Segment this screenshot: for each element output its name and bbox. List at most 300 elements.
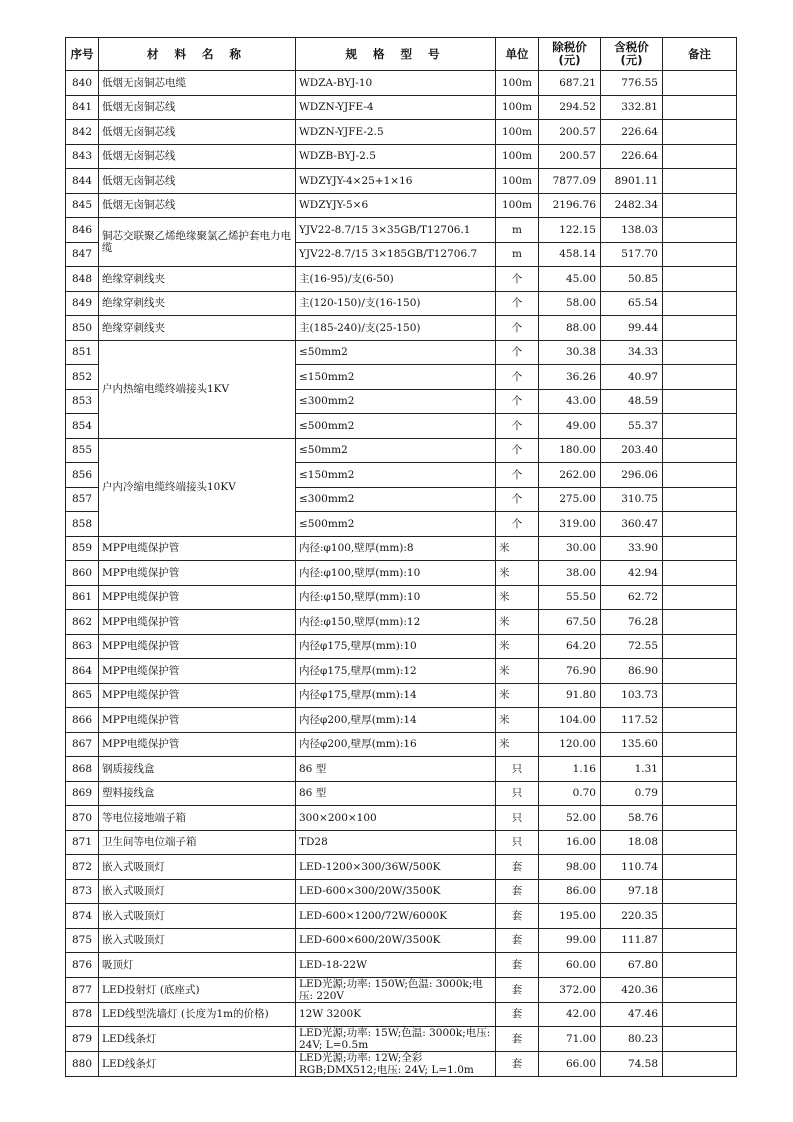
row-remark — [663, 365, 737, 390]
table-row — [66, 169, 737, 194]
table-row — [66, 316, 737, 341]
row-unit: 套 — [496, 977, 539, 1002]
table-row — [66, 855, 737, 880]
row-spec: 主(16-95)/支(6-50) — [296, 267, 496, 292]
row-remark — [663, 806, 737, 831]
row-remark — [663, 683, 737, 708]
row-remark — [663, 536, 737, 561]
row-remark — [663, 610, 737, 635]
row-name: 绝缘穿刺线夹 — [99, 267, 296, 292]
row-price-ex-tax: 372.00 — [539, 977, 601, 1002]
row-name: 钢质接线盒 — [99, 757, 296, 782]
row-price-inc-tax: 99.44 — [601, 316, 663, 341]
table-header — [66, 38, 737, 71]
row-remark — [663, 169, 737, 194]
row-spec: LED-18-22W — [296, 953, 496, 978]
row-price-ex-tax: 45.00 — [539, 267, 601, 292]
table-row — [66, 659, 737, 684]
price-table — [65, 37, 737, 1077]
row-remark — [663, 120, 737, 145]
row-no: 849 — [66, 291, 99, 316]
table-row — [66, 781, 737, 806]
table-row — [66, 1052, 737, 1077]
row-price-ex-tax: 52.00 — [539, 806, 601, 831]
row-no: 880 — [66, 1052, 99, 1077]
row-spec: 内径φ200,壁厚(mm):16 — [296, 732, 496, 757]
row-remark — [663, 463, 737, 488]
row-spec: 主(185-240)/支(25-150) — [296, 316, 496, 341]
row-spec: LED光源;功率: 150W;色温: 3000k;电压: 220V — [296, 977, 496, 1002]
row-price-inc-tax: 226.64 — [601, 120, 663, 145]
row-name: 吸顶灯 — [99, 953, 296, 978]
row-spec: 内径φ175,壁厚(mm):10 — [296, 634, 496, 659]
row-unit: 米 — [496, 585, 539, 610]
row-price-inc-tax: 117.52 — [601, 708, 663, 733]
row-no: 868 — [66, 757, 99, 782]
header-remark: 备注 — [663, 38, 737, 71]
row-price-ex-tax: 294.52 — [539, 95, 601, 120]
row-price-ex-tax: 7877.09 — [539, 169, 601, 194]
row-no: 843 — [66, 144, 99, 169]
row-unit: m — [496, 218, 539, 243]
row-price-ex-tax: 64.20 — [539, 634, 601, 659]
row-no: 852 — [66, 365, 99, 390]
row-name: 嵌入式吸顶灯 — [99, 879, 296, 904]
header-no: 序号 — [66, 38, 99, 71]
row-spec: WDZN-YJFE-4 — [296, 95, 496, 120]
row-remark — [663, 218, 737, 243]
row-unit: 个 — [496, 291, 539, 316]
row-price-inc-tax: 50.85 — [601, 267, 663, 292]
row-no: 853 — [66, 389, 99, 414]
row-no: 866 — [66, 708, 99, 733]
table-row — [66, 708, 737, 733]
row-spec: WDZYJY-5×6 — [296, 193, 496, 218]
row-price-inc-tax: 776.55 — [601, 71, 663, 96]
row-spec: LED-600×300/20W/3500K — [296, 879, 496, 904]
row-no: 841 — [66, 95, 99, 120]
row-price-ex-tax: 43.00 — [539, 389, 601, 414]
row-remark — [663, 438, 737, 463]
row-spec: 300×200×100 — [296, 806, 496, 831]
row-unit: 米 — [496, 536, 539, 561]
row-name: MPP电缆保护管 — [99, 683, 296, 708]
row-unit: 个 — [496, 463, 539, 488]
row-price-inc-tax: 18.08 — [601, 830, 663, 855]
row-spec: 86 型 — [296, 781, 496, 806]
row-remark — [663, 585, 737, 610]
table-row — [66, 953, 737, 978]
table-row — [66, 904, 737, 929]
row-no: 863 — [66, 634, 99, 659]
row-remark — [663, 830, 737, 855]
row-unit: 米 — [496, 659, 539, 684]
row-price-inc-tax: 517.70 — [601, 242, 663, 267]
header-unit: 单位 — [496, 38, 539, 71]
row-spec: ≤50mm2 — [296, 340, 496, 365]
row-price-ex-tax: 122.15 — [539, 218, 601, 243]
row-spec: 内径φ175,壁厚(mm):14 — [296, 683, 496, 708]
row-name: MPP电缆保护管 — [99, 610, 296, 635]
row-no: 864 — [66, 659, 99, 684]
row-name: 低烟无卤铜芯线 — [99, 169, 296, 194]
row-spec: WDZB-BYJ-2.5 — [296, 144, 496, 169]
row-name: 嵌入式吸顶灯 — [99, 855, 296, 880]
row-spec: WDZA-BYJ-10 — [296, 71, 496, 96]
row-price-inc-tax: 220.35 — [601, 904, 663, 929]
row-name: 嵌入式吸顶灯 — [99, 928, 296, 953]
row-no: 845 — [66, 193, 99, 218]
row-no: 846 — [66, 218, 99, 243]
row-remark — [663, 1002, 737, 1027]
row-spec: ≤150mm2 — [296, 365, 496, 390]
row-price-inc-tax: 138.03 — [601, 218, 663, 243]
row-price-ex-tax: 16.00 — [539, 830, 601, 855]
row-no: 848 — [66, 267, 99, 292]
row-unit: 套 — [496, 904, 539, 929]
table-row — [66, 879, 737, 904]
row-remark — [663, 855, 737, 880]
row-spec: ≤150mm2 — [296, 463, 496, 488]
table-row — [66, 610, 737, 635]
row-remark — [663, 291, 737, 316]
row-remark — [663, 95, 737, 120]
row-unit: 100m — [496, 120, 539, 145]
row-price-ex-tax: 0.70 — [539, 781, 601, 806]
row-unit: m — [496, 242, 539, 267]
row-no: 851 — [66, 340, 99, 365]
row-price-inc-tax: 33.90 — [601, 536, 663, 561]
row-remark — [663, 781, 737, 806]
row-price-inc-tax: 48.59 — [601, 389, 663, 414]
row-price-inc-tax: 203.40 — [601, 438, 663, 463]
table-row — [66, 438, 737, 463]
row-no: 865 — [66, 683, 99, 708]
row-price-inc-tax: 67.80 — [601, 953, 663, 978]
row-name: LED线型洗墙灯 (长度为1m的价格) — [99, 1002, 296, 1027]
row-name: MPP电缆保护管 — [99, 732, 296, 757]
row-unit: 只 — [496, 830, 539, 855]
row-no: 873 — [66, 879, 99, 904]
table-row — [66, 340, 737, 365]
row-price-inc-tax: 47.46 — [601, 1002, 663, 1027]
row-name: LED线条灯 — [99, 1027, 296, 1052]
row-spec: ≤300mm2 — [296, 487, 496, 512]
row-spec: LED光源;功率: 15W;色温: 3000k;电压: 24V; L=0.5m — [296, 1027, 496, 1052]
row-no: 869 — [66, 781, 99, 806]
row-no: 847 — [66, 242, 99, 267]
row-price-inc-tax: 42.94 — [601, 561, 663, 586]
row-name: 户内热缩电缆终端接头1KV — [99, 340, 296, 438]
header-price-ex-tax — [539, 38, 601, 71]
row-spec: LED-600×600/20W/3500K — [296, 928, 496, 953]
row-remark — [663, 144, 737, 169]
row-unit: 个 — [496, 487, 539, 512]
table-row — [66, 561, 737, 586]
row-remark — [663, 71, 737, 96]
row-no: 867 — [66, 732, 99, 757]
row-no: 878 — [66, 1002, 99, 1027]
row-name: 塑料接线盒 — [99, 781, 296, 806]
row-name: 低烟无卤铜芯电缆 — [99, 71, 296, 96]
row-unit: 套 — [496, 1027, 539, 1052]
row-price-ex-tax: 30.38 — [539, 340, 601, 365]
row-price-inc-tax: 310.75 — [601, 487, 663, 512]
row-remark — [663, 977, 737, 1002]
row-price-inc-tax: 55.37 — [601, 414, 663, 439]
table-body — [66, 71, 737, 1077]
row-spec: ≤500mm2 — [296, 414, 496, 439]
row-unit: 只 — [496, 757, 539, 782]
row-price-inc-tax: 111.87 — [601, 928, 663, 953]
row-unit: 个 — [496, 365, 539, 390]
row-price-ex-tax: 66.00 — [539, 1052, 601, 1077]
row-price-inc-tax: 62.72 — [601, 585, 663, 610]
row-price-inc-tax: 65.54 — [601, 291, 663, 316]
row-price-ex-tax: 262.00 — [539, 463, 601, 488]
row-remark — [663, 512, 737, 537]
row-no: 855 — [66, 438, 99, 463]
row-price-ex-tax: 1.16 — [539, 757, 601, 782]
row-remark — [663, 487, 737, 512]
row-no: 856 — [66, 463, 99, 488]
row-price-inc-tax: 360.47 — [601, 512, 663, 537]
row-spec: ≤500mm2 — [296, 512, 496, 537]
row-unit: 个 — [496, 340, 539, 365]
row-name: LED线条灯 — [99, 1052, 296, 1077]
row-no: 844 — [66, 169, 99, 194]
row-name: MPP电缆保护管 — [99, 634, 296, 659]
row-unit: 只 — [496, 781, 539, 806]
row-unit: 米 — [496, 610, 539, 635]
row-unit: 个 — [496, 389, 539, 414]
row-name: MPP电缆保护管 — [99, 536, 296, 561]
row-name: 铜芯交联聚乙烯绝缘聚氯乙烯护套电力电缆 — [99, 218, 296, 267]
header-price-ex-tax-line1: 除税价 — [552, 40, 587, 54]
row-remark — [663, 389, 737, 414]
row-remark — [663, 879, 737, 904]
header-name: 材 料 名 称 — [99, 38, 296, 71]
row-price-inc-tax: 40.97 — [601, 365, 663, 390]
table-row — [66, 732, 737, 757]
table-row — [66, 267, 737, 292]
row-price-ex-tax: 58.00 — [539, 291, 601, 316]
row-spec: ≤300mm2 — [296, 389, 496, 414]
table-row — [66, 830, 737, 855]
row-no: 877 — [66, 977, 99, 1002]
row-name: 卫生间等电位端子箱 — [99, 830, 296, 855]
row-unit: 套 — [496, 1052, 539, 1077]
row-remark — [663, 561, 737, 586]
row-price-inc-tax: 1.31 — [601, 757, 663, 782]
row-remark — [663, 904, 737, 929]
row-no: 862 — [66, 610, 99, 635]
row-price-inc-tax: 103.73 — [601, 683, 663, 708]
row-name: 低烟无卤铜芯线 — [99, 120, 296, 145]
row-price-inc-tax: 80.23 — [601, 1027, 663, 1052]
row-unit: 100m — [496, 144, 539, 169]
row-no: 858 — [66, 512, 99, 537]
row-price-ex-tax: 98.00 — [539, 855, 601, 880]
row-price-inc-tax: 2482.34 — [601, 193, 663, 218]
row-unit: 米 — [496, 708, 539, 733]
row-no: 860 — [66, 561, 99, 586]
row-spec: 内径φ175,壁厚(mm):12 — [296, 659, 496, 684]
table-row — [66, 95, 737, 120]
row-no: 840 — [66, 71, 99, 96]
header-price-inc-tax-line2: (元) — [620, 53, 643, 67]
row-price-inc-tax: 58.76 — [601, 806, 663, 831]
row-price-inc-tax: 226.64 — [601, 144, 663, 169]
row-unit: 100m — [496, 71, 539, 96]
row-price-ex-tax: 200.57 — [539, 120, 601, 145]
row-price-ex-tax: 76.90 — [539, 659, 601, 684]
row-no: 850 — [66, 316, 99, 341]
row-unit: 个 — [496, 512, 539, 537]
table-row — [66, 683, 737, 708]
row-name: MPP电缆保护管 — [99, 708, 296, 733]
row-price-ex-tax: 687.21 — [539, 71, 601, 96]
table-row — [66, 757, 737, 782]
row-price-ex-tax: 71.00 — [539, 1027, 601, 1052]
row-spec: YJV22-8.7/15 3×185GB/T12706.7 — [296, 242, 496, 267]
row-unit: 套 — [496, 953, 539, 978]
row-no: 871 — [66, 830, 99, 855]
row-price-ex-tax: 180.00 — [539, 438, 601, 463]
row-remark — [663, 953, 737, 978]
row-unit: 个 — [496, 316, 539, 341]
row-unit: 套 — [496, 855, 539, 880]
row-price-ex-tax: 49.00 — [539, 414, 601, 439]
table-row — [66, 144, 737, 169]
row-price-ex-tax: 91.80 — [539, 683, 601, 708]
row-remark — [663, 242, 737, 267]
row-price-inc-tax: 8901.11 — [601, 169, 663, 194]
row-remark — [663, 708, 737, 733]
row-price-ex-tax: 99.00 — [539, 928, 601, 953]
row-price-inc-tax: 74.58 — [601, 1052, 663, 1077]
row-price-inc-tax: 332.81 — [601, 95, 663, 120]
row-spec: 主(120-150)/支(16-150) — [296, 291, 496, 316]
row-name: 绝缘穿刺线夹 — [99, 316, 296, 341]
row-name: 低烟无卤铜芯线 — [99, 193, 296, 218]
row-spec: LED-600×1200/72W/6000K — [296, 904, 496, 929]
row-price-ex-tax: 30.00 — [539, 536, 601, 561]
row-unit: 套 — [496, 928, 539, 953]
row-no: 854 — [66, 414, 99, 439]
row-spec: WDZN-YJFE-2.5 — [296, 120, 496, 145]
row-remark — [663, 732, 737, 757]
row-name: 嵌入式吸顶灯 — [99, 904, 296, 929]
row-price-ex-tax: 67.50 — [539, 610, 601, 635]
row-spec: 内径:φ100,壁厚(mm):10 — [296, 561, 496, 586]
table-row — [66, 585, 737, 610]
row-unit: 100m — [496, 95, 539, 120]
row-spec: 内径φ200,壁厚(mm):14 — [296, 708, 496, 733]
row-price-inc-tax: 86.90 — [601, 659, 663, 684]
row-price-ex-tax: 200.57 — [539, 144, 601, 169]
row-unit: 米 — [496, 732, 539, 757]
table-row — [66, 291, 737, 316]
row-spec: TD28 — [296, 830, 496, 855]
row-unit: 米 — [496, 561, 539, 586]
row-name: 户内冷缩电缆终端接头10KV — [99, 438, 296, 536]
row-price-inc-tax: 0.79 — [601, 781, 663, 806]
row-price-ex-tax: 275.00 — [539, 487, 601, 512]
row-price-inc-tax: 72.55 — [601, 634, 663, 659]
row-remark — [663, 267, 737, 292]
row-no: 876 — [66, 953, 99, 978]
row-price-inc-tax: 76.28 — [601, 610, 663, 635]
row-spec: 内径:φ150,壁厚(mm):12 — [296, 610, 496, 635]
table-row — [66, 71, 737, 96]
row-unit: 个 — [496, 438, 539, 463]
row-no: 861 — [66, 585, 99, 610]
row-unit: 个 — [496, 267, 539, 292]
row-no: 857 — [66, 487, 99, 512]
row-remark — [663, 316, 737, 341]
row-price-inc-tax: 110.74 — [601, 855, 663, 880]
row-price-inc-tax: 296.06 — [601, 463, 663, 488]
row-remark — [663, 1027, 737, 1052]
row-remark — [663, 659, 737, 684]
row-unit: 米 — [496, 683, 539, 708]
row-unit: 只 — [496, 806, 539, 831]
row-price-inc-tax: 97.18 — [601, 879, 663, 904]
row-remark — [663, 414, 737, 439]
row-unit: 100m — [496, 169, 539, 194]
table-row — [66, 193, 737, 218]
row-name: LED投射灯 (底座式) — [99, 977, 296, 1002]
table-row — [66, 120, 737, 145]
row-price-inc-tax: 135.60 — [601, 732, 663, 757]
row-price-ex-tax: 86.00 — [539, 879, 601, 904]
row-unit: 个 — [496, 414, 539, 439]
row-name: MPP电缆保护管 — [99, 561, 296, 586]
row-no: 872 — [66, 855, 99, 880]
row-unit: 米 — [496, 634, 539, 659]
row-remark — [663, 634, 737, 659]
row-no: 859 — [66, 536, 99, 561]
row-price-ex-tax: 2196.76 — [539, 193, 601, 218]
row-no: 870 — [66, 806, 99, 831]
table-row — [66, 806, 737, 831]
row-price-ex-tax: 88.00 — [539, 316, 601, 341]
row-name: 等电位接地端子箱 — [99, 806, 296, 831]
row-price-ex-tax: 38.00 — [539, 561, 601, 586]
row-no: 879 — [66, 1027, 99, 1052]
row-spec: LED光源;功率: 12W;全彩RGB;DMX512;电压: 24V; L=1.0m — [296, 1052, 496, 1077]
row-price-ex-tax: 104.00 — [539, 708, 601, 733]
row-remark — [663, 193, 737, 218]
row-price-ex-tax: 195.00 — [539, 904, 601, 929]
row-name: 低烟无卤铜芯线 — [99, 95, 296, 120]
row-spec: ≤50mm2 — [296, 438, 496, 463]
table-row — [66, 977, 737, 1002]
row-price-inc-tax: 34.33 — [601, 340, 663, 365]
row-price-ex-tax: 60.00 — [539, 953, 601, 978]
row-unit: 100m — [496, 193, 539, 218]
row-name: 绝缘穿刺线夹 — [99, 291, 296, 316]
row-spec: YJV22-8.7/15 3×35GB/T12706.1 — [296, 218, 496, 243]
row-spec: 12W 3200K — [296, 1002, 496, 1027]
row-price-ex-tax: 36.26 — [539, 365, 601, 390]
row-name: MPP电缆保护管 — [99, 585, 296, 610]
table-row — [66, 928, 737, 953]
row-no: 874 — [66, 904, 99, 929]
row-price-inc-tax: 420.36 — [601, 977, 663, 1002]
row-price-ex-tax: 458.14 — [539, 242, 601, 267]
